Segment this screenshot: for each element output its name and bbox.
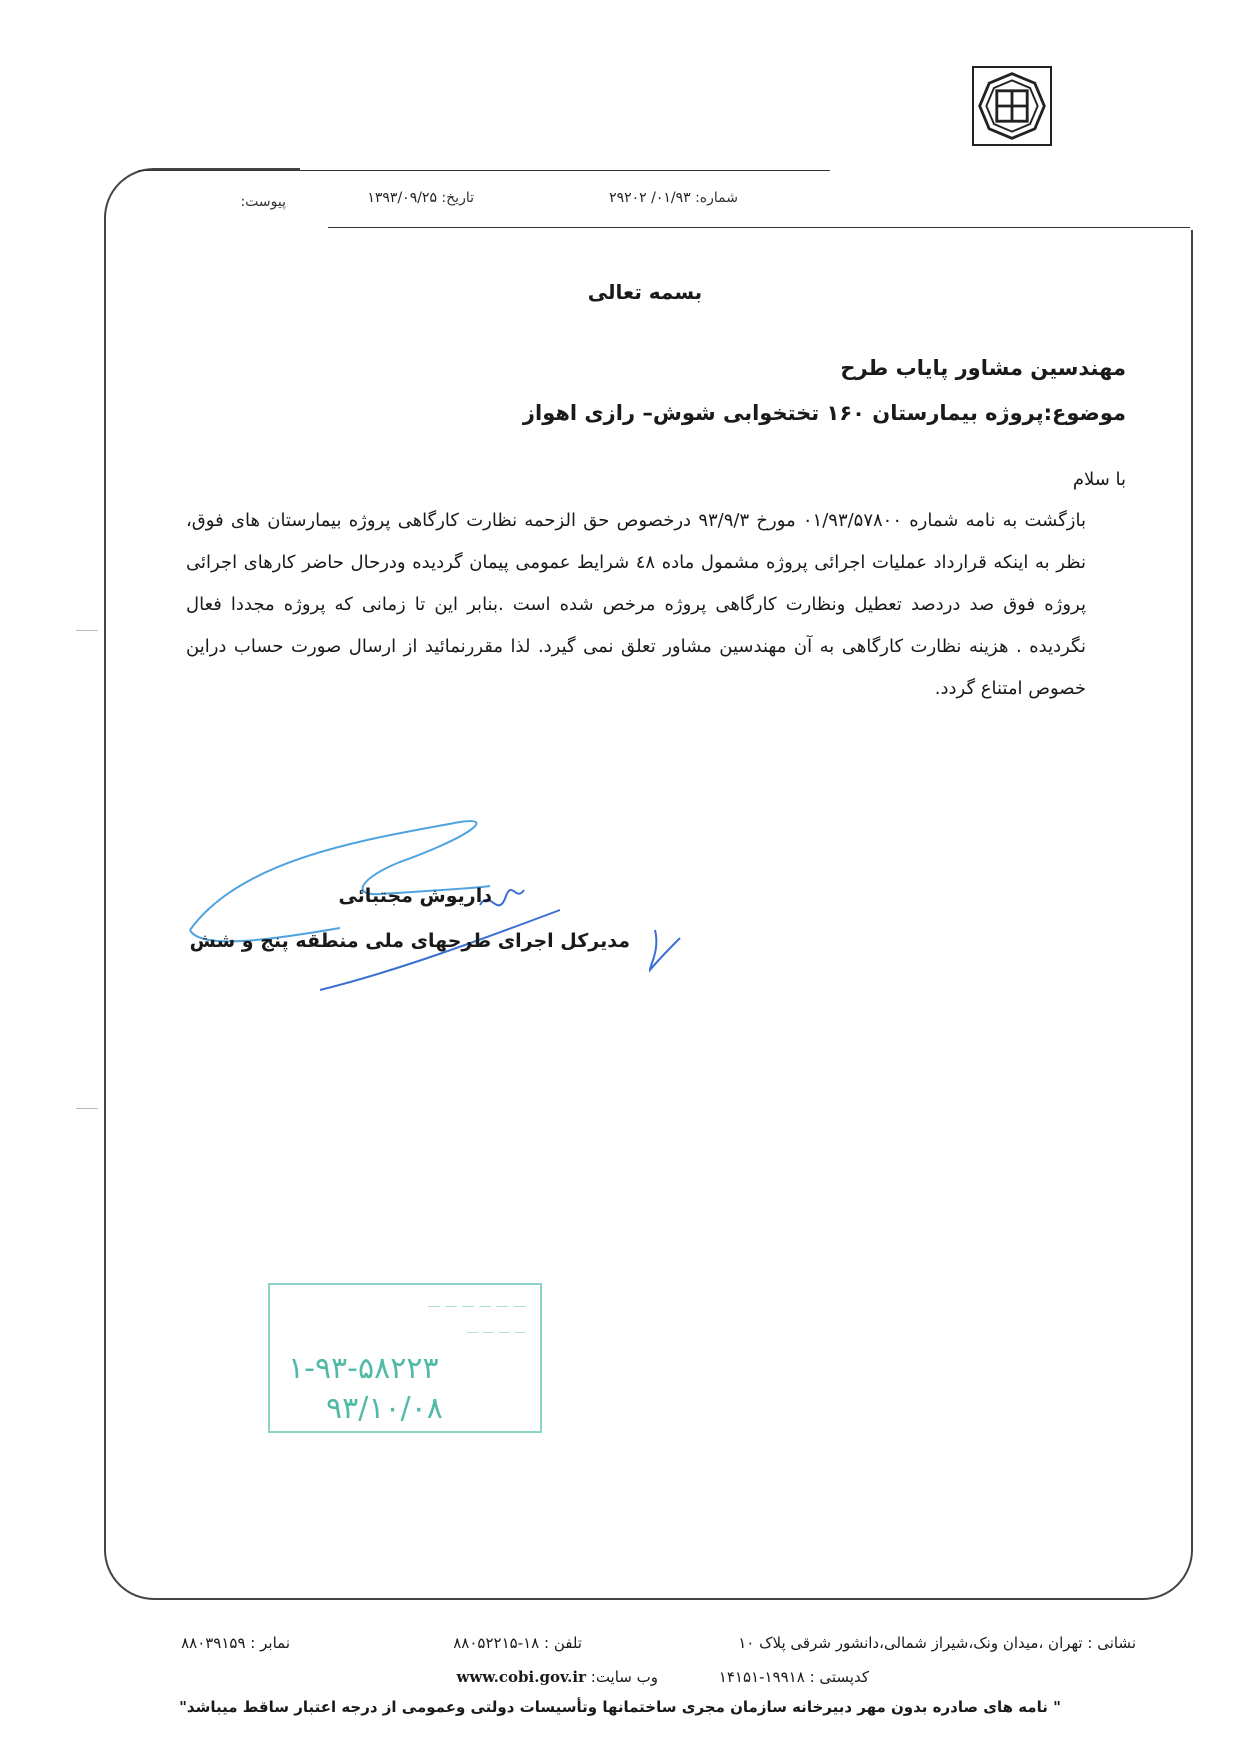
footer-website[interactable] bbox=[456, 1668, 658, 1686]
stamp-date: ۹۳/۱۰/۰۸ bbox=[326, 1391, 443, 1426]
website-link[interactable]: www.cobi.gov.ir bbox=[456, 1668, 586, 1686]
footer-address: نشانی : تهران ،میدان ونک،شیراز شمالی،دانشور شرقی پلاک ۱۰ bbox=[738, 1634, 1136, 1652]
ministry-logo bbox=[972, 66, 1052, 146]
letter-body: بازگشت به نامه شماره ۰۱/۹۳/۵۷۸۰۰ مورخ ۹۳/۹/۳ درخصوص حق الزحمه نظارت کارگاهی پروژه بیمارستان های فوق، نظر به اینکه قرارداد عملیات اجرائی پروژه مشمول ماده ٤٨ شرایط عمومی پیمان گردیده ودرحال حاضر کارهای اجرائی پروژه فوق صد دردصد تعطیل ونظارت کارگاهی پروژه مرخص شده است .بنابر این تا زمانی که پروژه مجددا فعال نگردیده . هزینه نظارت کارگاهی به آن مهندسین مشاور تعلق نمی گیرد. لذا مقررنمائید از ارسال صورت حساب دراین خصوص امتناع گردد. bbox=[186, 510, 1086, 699]
footer-phone: تلفن : ۱۸-۸۸۰۵۲۲۱۵ bbox=[453, 1634, 582, 1652]
footer-validity-note: " نامه های صادره بدون مهر دبیرخانه سازمان مجری ساختمانها وتأسیسات دولتی وعمومی از درجه اعتبار ساقط میباشد" bbox=[179, 1698, 1061, 1716]
stamp-subheader: — — — — bbox=[466, 1325, 526, 1339]
addressee: مهندسین مشاور پایاب طرح bbox=[840, 356, 1126, 380]
margin-tick bbox=[76, 630, 98, 631]
letter-number bbox=[609, 190, 738, 206]
greeting: با سلام bbox=[1072, 469, 1126, 490]
subject: موضوع:پروژه بیمارستان ۱۶۰ تختخوابی شوش– رازی اهواز bbox=[522, 401, 1126, 425]
header-rule-bottom bbox=[328, 227, 1190, 228]
attachment-label: پیوست: bbox=[240, 194, 286, 210]
date-label: تاریخ: bbox=[441, 190, 474, 206]
footer-fax: نمابر : ۸۸۰۳۹۱۵۹ bbox=[181, 1634, 290, 1652]
stamp-header: — — — — — — bbox=[427, 1299, 526, 1314]
stamp-number: ۱-۹۳-۵۸۲۲۳ bbox=[288, 1351, 439, 1386]
ministry-emblem-icon bbox=[974, 68, 1050, 144]
registry-stamp bbox=[268, 1283, 542, 1433]
signatory-title: مدیرکل اجرای طرحهای ملی منطقه پنج و شش bbox=[189, 930, 630, 952]
header-rule-top bbox=[138, 170, 830, 171]
bismillah: بسمه تعالی bbox=[587, 280, 703, 304]
letter-date bbox=[367, 190, 474, 206]
signatory-name: داریوش مجتبائی bbox=[338, 885, 492, 907]
date-value: ۱۳۹۳/۰۹/۲۵ bbox=[367, 190, 437, 206]
letter-attachment bbox=[240, 194, 286, 210]
number-value: ۰۱/۹۳/ ۲۹۲۰۲ bbox=[609, 190, 691, 206]
margin-tick bbox=[76, 1108, 98, 1109]
number-label: شماره: bbox=[695, 190, 738, 206]
website-label: وب سایت: bbox=[590, 1668, 658, 1686]
footer-postal-code: کدپستی : ۱۹۹۱۸-۱۴۱۵۱ bbox=[718, 1668, 869, 1686]
